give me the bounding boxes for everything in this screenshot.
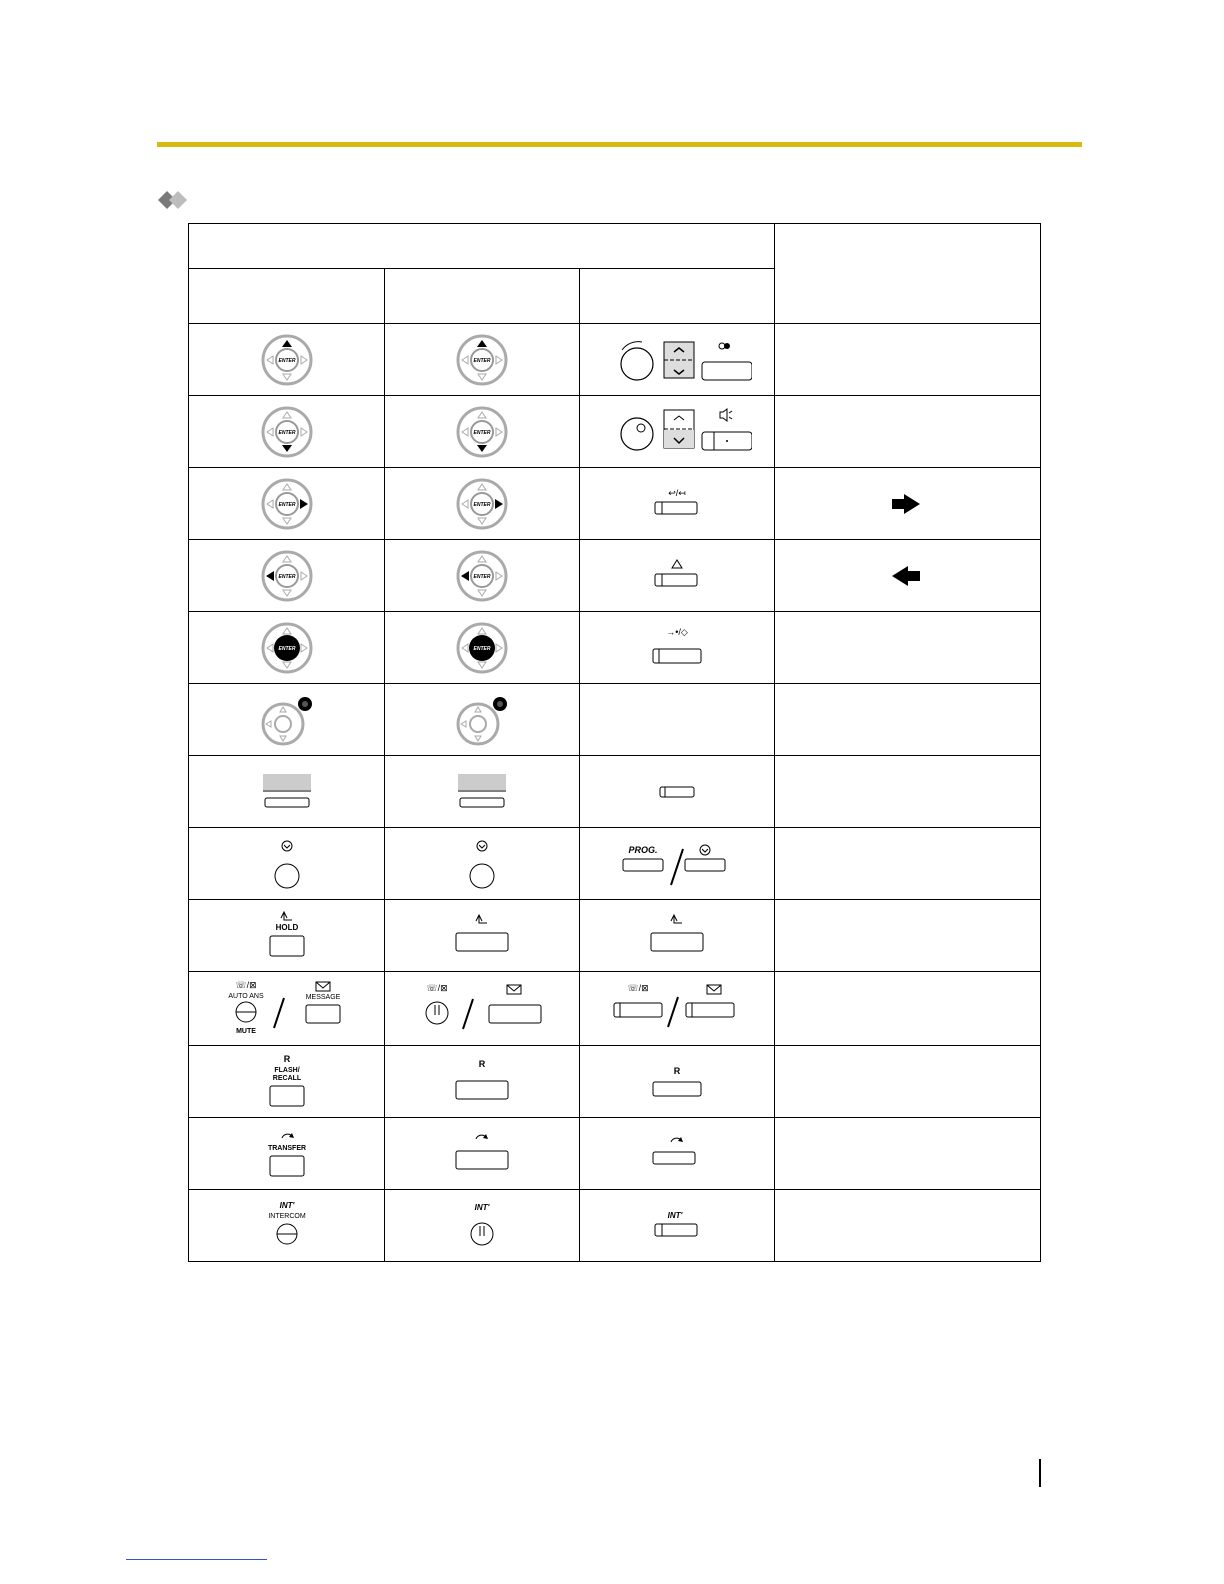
navigator-down-icon [452, 402, 512, 462]
soft-button-icon [259, 772, 315, 812]
intercom-key-icon [647, 1206, 707, 1246]
key-comparison-table [188, 223, 1041, 1262]
table-cell [775, 1046, 1041, 1118]
auto-answer-mute-message-icon [417, 979, 547, 1039]
svg-text:ENTER: ENTER [278, 645, 295, 652]
table-cell [385, 1118, 580, 1190]
transfer-key-icon [262, 1126, 312, 1182]
table-cell [580, 972, 775, 1046]
recall-key-icon [647, 1060, 707, 1104]
pause-key-icon [647, 556, 707, 596]
table-cell [775, 756, 1041, 828]
table-cell [775, 468, 1041, 540]
svg-text:RECALL: RECALL [272, 1074, 301, 1082]
header-cell-model-b [385, 269, 580, 324]
svg-text:HOLD: HOLD [275, 922, 298, 932]
table-row [189, 612, 1041, 684]
table-row [189, 828, 1041, 900]
table-cell [775, 1118, 1041, 1190]
table-cell [580, 540, 775, 612]
table-cell [580, 1190, 775, 1262]
hold-key-icon [262, 906, 312, 966]
jog-dial-volume-down-icon [602, 400, 752, 464]
svg-text:FLASH/: FLASH/ [273, 1066, 300, 1074]
table-row [189, 900, 1041, 972]
table-row [189, 324, 1041, 396]
table-cell [775, 324, 1041, 396]
table-cell [775, 396, 1041, 468]
redial-key-icon [647, 484, 707, 524]
table-cell [580, 756, 775, 828]
table-row [189, 468, 1041, 540]
svg-text:INTERCOM: INTERCOM [267, 1212, 306, 1220]
table-row [189, 540, 1041, 612]
section-diamond-icon [157, 190, 197, 210]
svg-text:↩/↤: ↩/↤ [668, 487, 686, 498]
table-cell [189, 468, 385, 540]
svg-text:MUTE: MUTE [235, 1027, 256, 1035]
table-cell [385, 828, 580, 900]
svg-text:ENTER: ENTER [473, 501, 491, 508]
svg-text:ENTER: ENTER [473, 573, 491, 580]
navigator-right-icon [257, 474, 317, 534]
table-cell [189, 612, 385, 684]
table-cell [385, 324, 580, 396]
page-number-divider [1039, 1459, 1041, 1487]
header-cell-model-a [189, 269, 385, 324]
table-row [189, 756, 1041, 828]
transfer-key-icon [647, 1132, 707, 1176]
table-row [189, 684, 1041, 756]
right-arrow-icon [890, 492, 926, 516]
svg-text:INT': INT' [279, 1200, 294, 1210]
jog-dial-volume-up-icon [602, 328, 752, 392]
auto-answer-mute-message-icon [222, 978, 352, 1040]
table-cell [385, 756, 580, 828]
svg-text:R: R [283, 1053, 290, 1064]
table-cell [189, 1046, 385, 1118]
table-cell [189, 540, 385, 612]
svg-text:ENTER: ENTER [278, 501, 295, 508]
table-row [189, 972, 1041, 1046]
svg-text:MESSAGE: MESSAGE [305, 993, 340, 1001]
table-cell [580, 468, 775, 540]
soft-button-icon [657, 784, 697, 800]
navigator-enter-icon [257, 618, 317, 678]
transfer-key-icon [452, 1129, 512, 1179]
svg-text:☏/⊠: ☏/⊠ [627, 982, 649, 993]
intercom-key-icon [262, 1198, 312, 1254]
table-cell [189, 972, 385, 1046]
left-arrow-icon [890, 564, 926, 588]
navigator-enter-icon [452, 618, 512, 678]
table-cell [189, 828, 385, 900]
table-cell [385, 900, 580, 972]
table-cell [775, 1190, 1041, 1262]
header-cell-description [775, 224, 1041, 324]
svg-text:AUTO ANS: AUTO ANS [227, 992, 264, 1000]
table-cell [580, 324, 775, 396]
table-cell [189, 324, 385, 396]
navigator-select-button-icon [452, 692, 512, 748]
svg-text:☏/⊠: ☏/⊠ [426, 982, 448, 993]
svg-text:INT': INT' [474, 1202, 490, 1212]
table-row [189, 1190, 1041, 1262]
recall-key-icon [452, 1057, 512, 1107]
navigator-up-icon [452, 330, 512, 390]
svg-text:PROG.: PROG. [628, 844, 658, 855]
header-cell-model-c [580, 269, 775, 324]
table-cell [580, 900, 775, 972]
table-cell [775, 900, 1041, 972]
navigator-down-icon [257, 402, 317, 462]
table-row [189, 1118, 1041, 1190]
soft-button-icon [454, 772, 510, 812]
auto-dial-store-key-icon [647, 623, 707, 673]
svg-text:→•/◇: →•/◇ [666, 626, 688, 637]
flash-recall-key-icon [262, 1052, 312, 1112]
svg-text:ENTER: ENTER [473, 357, 491, 364]
prog-key-icon [617, 839, 737, 889]
table-cell [385, 1190, 580, 1262]
table-cell [385, 396, 580, 468]
program-key-icon [267, 836, 307, 892]
table-cell [385, 1046, 580, 1118]
svg-text:ENTER: ENTER [278, 573, 295, 580]
svg-text:☏/⊠: ☏/⊠ [234, 979, 257, 990]
svg-text:INT': INT' [667, 1210, 683, 1220]
navigator-left-icon [257, 546, 317, 606]
chapter-accent-bar [157, 142, 1082, 147]
table-cell [580, 1046, 775, 1118]
table-cell [580, 396, 775, 468]
svg-text:ENTER: ENTER [278, 429, 295, 436]
intercom-key-icon [457, 1198, 507, 1254]
svg-text:R: R [478, 1058, 486, 1069]
table-cell [580, 1118, 775, 1190]
navigator-left-icon [452, 546, 512, 606]
table-cell [580, 612, 775, 684]
header-cell-phone-type [189, 224, 775, 269]
table-cell [189, 1118, 385, 1190]
hold-key-icon [647, 911, 707, 961]
navigator-right-icon [452, 474, 512, 534]
table-cell [189, 396, 385, 468]
table-row [189, 1046, 1041, 1118]
table-cell [189, 756, 385, 828]
navigator-up-icon [257, 330, 317, 390]
svg-text:R: R [673, 1065, 681, 1076]
program-key-icon [462, 836, 502, 892]
table-cell [189, 684, 385, 756]
table-cell [580, 684, 775, 756]
table-cell [775, 828, 1041, 900]
table-cell [775, 612, 1041, 684]
table-cell [385, 540, 580, 612]
svg-text:ENTER: ENTER [473, 429, 491, 436]
table-cell [385, 468, 580, 540]
table-cell [775, 972, 1041, 1046]
footer-link-underline [126, 1559, 267, 1560]
auto-answer-mute-message-icon [612, 979, 742, 1039]
table-cell [580, 828, 775, 900]
svg-text:ENTER: ENTER [278, 357, 295, 364]
table-cell [189, 1190, 385, 1262]
table-cell [775, 684, 1041, 756]
table-cell [775, 540, 1041, 612]
navigator-select-button-icon [257, 692, 317, 748]
table-row [189, 396, 1041, 468]
table-cell [385, 972, 580, 1046]
hold-key-icon [452, 911, 512, 961]
svg-text:ENTER: ENTER [473, 645, 491, 652]
table-cell [385, 684, 580, 756]
svg-text:TRANSFER: TRANSFER [267, 1144, 306, 1152]
table-header-row [189, 224, 1041, 269]
table-cell [385, 612, 580, 684]
table-cell [189, 900, 385, 972]
